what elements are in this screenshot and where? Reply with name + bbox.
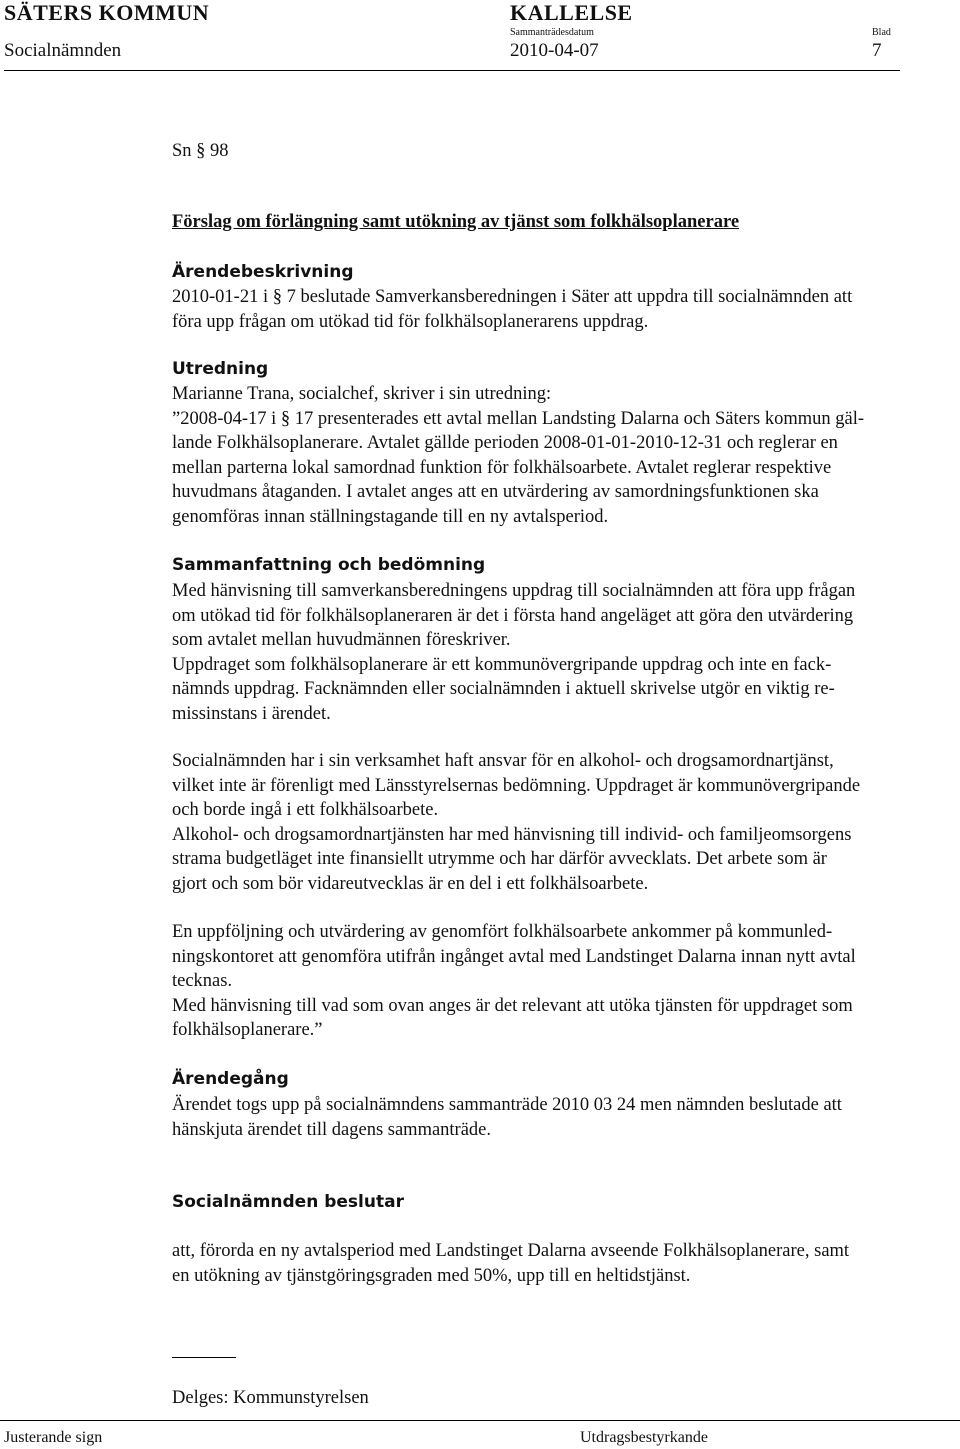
page-number: 7 bbox=[872, 40, 882, 61]
text-line: Uppdraget som folkhälsoplanerare är ett kommunövergripande uppdrag och inte en fack- bbox=[172, 654, 832, 675]
text-line: genomföras innan ställningstagande till en ny avtalsperiod. bbox=[172, 506, 609, 527]
sammanfattning-block-1 bbox=[172, 579, 952, 727]
text-line: 2010-01-21 i § 7 beslutade Samverkansberedningen i Säter att uppdra till socialnämnden att bbox=[172, 287, 853, 307]
text-line: en utökning av tjänstgöringsgraden med 50%, upp till en heltidstjänst. bbox=[172, 1265, 691, 1286]
utredning-text bbox=[172, 382, 952, 530]
text-line: strama budgetläget inte finansiellt utrymme och har därför avvecklats. Det arbete som är bbox=[172, 849, 827, 870]
text-line: mellan parterna lokal samordnad funktion för folkhälsoarbete. Avtalet reglerar respektive bbox=[172, 457, 832, 478]
section-number: Sn § 98 bbox=[172, 141, 229, 161]
text-line: tecknas. bbox=[172, 971, 233, 992]
text-line: vilket inte är förenligt med Länsstyrelsernas bedömning. Uppdraget är kommunövergripande bbox=[172, 775, 861, 796]
text-line: hänskjuta ärendet till dagens sammanträde. bbox=[172, 1119, 492, 1140]
text-line: om utökad tid för folkhälsoplaneraren är det i första hand angeläget att göra den utvärdering bbox=[172, 605, 854, 626]
text-line: Ärendet togs upp på socialnämndens sammanträde 2010 03 24 men nämnden beslutade att bbox=[172, 1095, 842, 1115]
utredning-heading: Utredning bbox=[172, 359, 269, 379]
arendegang-text bbox=[172, 1093, 952, 1142]
text-line: nämnds uppdrag. Facknämnden eller socialnämnden i aktuell skrivelse utgör en viktig re- bbox=[172, 679, 835, 700]
arendebeskrivning-heading: Ärendebeskrivning bbox=[172, 262, 354, 282]
signature-rule bbox=[172, 1357, 236, 1358]
delges-line: Delges: Kommunstyrelsen bbox=[172, 1388, 369, 1408]
footer-utdragsbestyrkande: Utdragsbestyrkande bbox=[580, 1429, 708, 1446]
text-line: som avtalet mellan huvudmännen föreskriver. bbox=[172, 630, 511, 651]
document-type: KALLELSE bbox=[510, 0, 633, 25]
text-line: Med hänvisning till samverkansberedningens uppdrag till socialnämnden att föra upp frågan bbox=[172, 581, 856, 601]
meeting-date-label: Sammanträdesdatum bbox=[510, 27, 594, 38]
header-rule bbox=[4, 70, 900, 71]
page-title: Förslag om förlängning samt utökning av tjänst som folkhälsoplanerare bbox=[172, 212, 740, 232]
text-line: Alkohol- och drogsamordnartjänsten har med hänvisning till individ- och familjeomsorgens bbox=[172, 824, 852, 845]
text-line: och borde ingå i ett folkhälsoarbete. bbox=[172, 800, 439, 821]
committee-name: Socialnämnden bbox=[4, 40, 122, 61]
sammanfattning-block-3 bbox=[172, 920, 952, 1043]
text-line: föra upp frågan om utökad tid för folkhälsoplanerarens uppdrag. bbox=[172, 311, 649, 332]
text-line: lande Folkhälsoplanerare. Avtalet gällde perioden 2008-01-01-2010-12-31 och reglerar en bbox=[172, 433, 838, 454]
text-line: att, förorda en ny avtalsperiod med Landstinget Dalarna avseende Folkhälsoplanerare, samt bbox=[172, 1241, 850, 1261]
beslut-text bbox=[172, 1239, 952, 1288]
footer-justerande-sign: Justerande sign bbox=[4, 1429, 103, 1446]
footer-rule bbox=[0, 1420, 960, 1421]
text-line: missinstans i ärendet. bbox=[172, 703, 331, 724]
arendebeskrivning-text bbox=[172, 285, 952, 334]
sammanfattning-block-2 bbox=[172, 749, 952, 897]
beslut-heading: Socialnämnden beslutar bbox=[172, 1192, 404, 1212]
sammanfattning-heading: Sammanfattning och bedömning bbox=[172, 555, 486, 575]
meeting-date: 2010-04-07 bbox=[510, 40, 599, 61]
text-line: huvudmans åtaganden. I avtalet anges att en utvärdering av samordningsfunktionen ska bbox=[172, 482, 819, 503]
text-line: folkhälsoplanerare.” bbox=[172, 1020, 323, 1041]
text-line: Med hänvisning till vad som ovan anges är det relevant att utöka tjänsten för uppdraget som bbox=[172, 995, 853, 1016]
text-line: gjort och som bör vidareutvecklas är en del i ett folkhälsoarbete. bbox=[172, 873, 649, 894]
arendegang-heading: Ärendegång bbox=[172, 1069, 289, 1089]
text-line: ”2008-04-17 i § 17 presenterades ett avtal mellan Landsting Dalarna och Säters kommun gäl- bbox=[172, 408, 864, 429]
page-label: Blad bbox=[872, 27, 891, 38]
text-line: En uppföljning och utvärdering av genomfört folkhälsoarbete ankommer på kommunled- bbox=[172, 922, 833, 942]
text-line: Socialnämnden har i sin verksamhet haft ansvar för en alkohol- och drogsamordnartjänst, bbox=[172, 751, 834, 771]
organization-name: SÄTERS KOMMUN bbox=[4, 0, 210, 25]
text-line: ningskontoret att genomföra utifrån ingånget avtal med Landstinget Dalarna innan nytt avtal bbox=[172, 946, 856, 967]
text-line: Marianne Trana, socialchef, skriver i sin utredning: bbox=[172, 384, 552, 404]
